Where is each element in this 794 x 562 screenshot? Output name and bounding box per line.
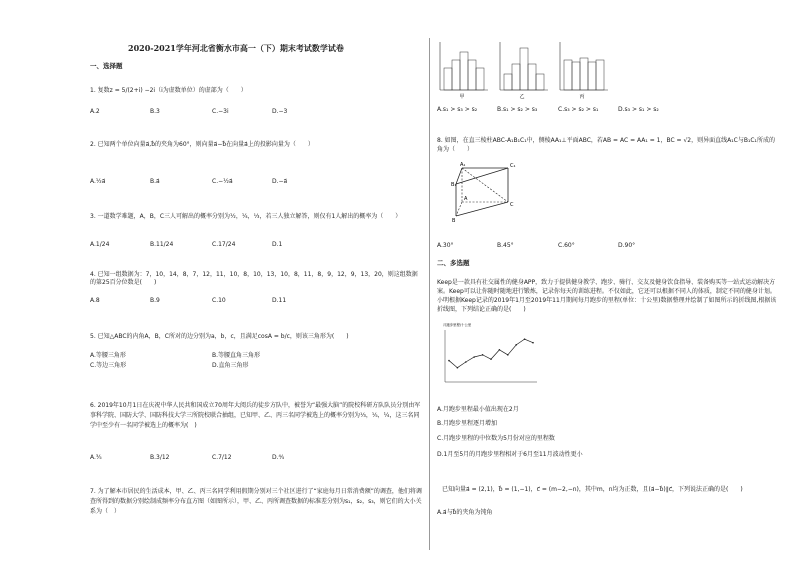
data-point — [457, 367, 459, 369]
prism-label-c1: C₁ — [510, 163, 516, 169]
histograms-figure — [432, 38, 612, 100]
q3-option-d: D.1 — [272, 241, 283, 248]
q8-option-a: A.30° — [437, 242, 454, 249]
column-divider — [429, 38, 430, 550]
prism-figure — [452, 158, 524, 224]
section-heading-choice: 一、选择题 — [90, 62, 123, 70]
prism-label-c: C — [510, 202, 514, 208]
prism-label-a: A — [464, 196, 468, 202]
monthly-mileage-chart — [437, 320, 541, 388]
question-3-stem: 3. 一道数学难题，A，B，C三人可解出的概率分别为½，¼，⅓，若三人独立解答，则仅有1人解出的概率为（ ） — [90, 213, 402, 220]
question-4-stem: 4. 已知一组数据为：7，10，14，8，7，12，11，10，8，10，13，10，8，11，8，9，12，9，13，20，则这组数据的第25百分位数是( ) — [90, 271, 418, 286]
q5-option-c: C.等边三角形 — [90, 362, 127, 369]
q9-option-c: C.月跑步里程的中位数为5月份对应的里程数 — [437, 435, 555, 442]
data-point — [465, 361, 467, 363]
page-title: 2020-2021学年河北省衡水市高一（下）期末考试数学试卷 — [128, 43, 344, 53]
data-point — [482, 354, 484, 356]
q4-option-c: C.10 — [212, 297, 226, 304]
prism-label-a1: A₁ — [460, 162, 466, 168]
data-point — [490, 358, 492, 360]
q2-option-b: B.a⃗ — [150, 178, 160, 185]
series-line — [449, 339, 533, 368]
q10-option-a: A.a⃗与b⃗的夹角为钝角 — [437, 509, 493, 516]
q2-option-d: D.−a⃗ — [272, 178, 288, 185]
q1-option-a: A.2 — [90, 108, 100, 115]
q7-option-a: A.s₁ > s₃ > s₂ — [437, 106, 478, 113]
prism-label-b: B — [452, 218, 456, 224]
q7-option-d: D.s₃ > s₁ > s₂ — [618, 106, 659, 113]
q8-option-b: B.45° — [497, 242, 514, 249]
hist-label-yi: 乙 — [519, 94, 525, 100]
q9-option-a: A.月跑步里程最小值出现在2月 — [437, 406, 519, 413]
question-7-stem: 7. 为了解本市居民的生活成本，甲、乙、丙三名同学利用假期分别对三个社区进行了“家庭每月日常消费额”的调查，他们将调查所得到的数据分别绘制成频率分布直方图（如图所示），甲、乙、丙所调查数据的标准差分别为s₁，s₂，s₃，则它们的大小关系为（ ） — [90, 488, 422, 515]
q3-option-b: B.11/24 — [150, 241, 174, 248]
question-5-stem: 5. 已知△ABC的内角A，B，C所对的边分别为a，b，c，且满足cosA = b/c，则该三角形为( ) — [90, 333, 349, 340]
q2-option-a: A.½a⃗ — [90, 178, 106, 185]
q2-option-c: C.−½a⃗ — [212, 178, 233, 185]
histogram-jia — [440, 42, 488, 90]
data-point — [473, 356, 475, 358]
q6-option-c: C.7/12 — [212, 454, 232, 461]
q5-option-a: A.等腰三角形 — [90, 352, 126, 359]
histogram-yi — [500, 42, 548, 90]
q9-option-d: D.1月至5月的月跑步里程相对于6月至11月波动性更小 — [437, 451, 583, 458]
q3-option-c: C.17/24 — [212, 241, 236, 248]
question-9-stem: Keep是一款具有社交属性的健身APP，致力于提供健身教学、跑步、骑行、交友及健身饮食指导、装备购买等一站式运动解决方案。Keep可以让你随时随地进行锻炼，记录你每天的训练进程。不仅如此，它还可以根据不同人的体质，制定不同的健身计划。小明根据Keep记录的2019年1月至2019年11月期间每月跑步的里程(单位：十公里)数据整理并绘制了如图所示的折线图,根据该折线图，下列结论正确的是( ) — [437, 279, 777, 313]
q4-option-a: A.8 — [90, 297, 100, 304]
question-1-stem: 1. 复数z = 5/(2+i) −2i（i为虚数单位）的虚部为（ ） — [90, 87, 247, 94]
q6-option-b: B.3/12 — [150, 454, 170, 461]
section-heading-multi: 二、多选题 — [437, 259, 470, 267]
data-point — [524, 338, 526, 340]
question-10-stem: 已知向量a⃗ = (2,1)，b⃗ = (1,−1)，c⃗ = (m−2,−n)，其中m，n均为正数，且(a⃗−b⃗)∥c⃗，下列说法正确的是( ) — [442, 486, 743, 493]
q7-option-c: C.s₃ > s₂ > s₁ — [558, 106, 599, 113]
q1-option-c: C.−3i — [212, 108, 229, 115]
q8-option-c: C.60° — [558, 242, 575, 249]
q6-option-a: A.⅗ — [90, 454, 102, 461]
hist-label-bing: 丙 — [579, 94, 585, 100]
question-6-stem: 6. 2019年10月1日在庆祝中华人民共和国成立70周年大阅兵的徒步方队中，被誉为“最强大脑”的院校科研方队队员分别由军事科学院、国防大学、国防科技大学三所院校联合抽组，已知甲、乙、丙三名同学被选上的概率分别为⅓，⅕，¼，这三名同学中至少有一名同学被选上的概率为( ) — [90, 402, 421, 429]
q1-option-b: B.3 — [150, 108, 160, 115]
q3-option-a: A.1/24 — [90, 241, 110, 248]
data-point — [448, 360, 450, 362]
q9-option-b: B.月跑步里程逐月增加 — [437, 420, 498, 427]
data-point — [499, 349, 501, 351]
data-point — [507, 354, 509, 356]
q5-option-d: D.直角三角形 — [212, 362, 249, 369]
chart-title: 月跑步里程/十公里 — [443, 323, 472, 327]
q5-option-b: B.等腰直角三角形 — [212, 352, 261, 359]
q8-option-d: D.90° — [618, 242, 636, 249]
question-8-stem: 8. 如图，在直三棱柱ABC-A₁B₁C₁中，侧棱AA₁⊥平面ABC，若AB = AC = AA₁ = 1，BC = √2，则异面直线A₁C与B₁C₁所成的角为（ ） — [437, 137, 775, 153]
q4-option-b: B.9 — [150, 297, 160, 304]
data-point — [532, 342, 534, 344]
histogram-bing — [560, 42, 608, 90]
hist-label-jia: 甲 — [459, 94, 465, 100]
question-2-stem: 2. 已知两个单位向量a⃗,b⃗的夹角为60°，则向量a⃗−b⃗在向量a⃗上的投影向量为（ ） — [90, 141, 314, 148]
q1-option-d: D.−3 — [272, 108, 288, 115]
q6-option-d: D.⅘ — [272, 454, 285, 461]
q7-option-b: B.s₁ > s₂ > s₃ — [497, 106, 538, 113]
q4-option-d: D.11 — [272, 297, 287, 304]
prism-label-b1: B₁ — [451, 182, 457, 188]
data-point — [515, 344, 517, 346]
